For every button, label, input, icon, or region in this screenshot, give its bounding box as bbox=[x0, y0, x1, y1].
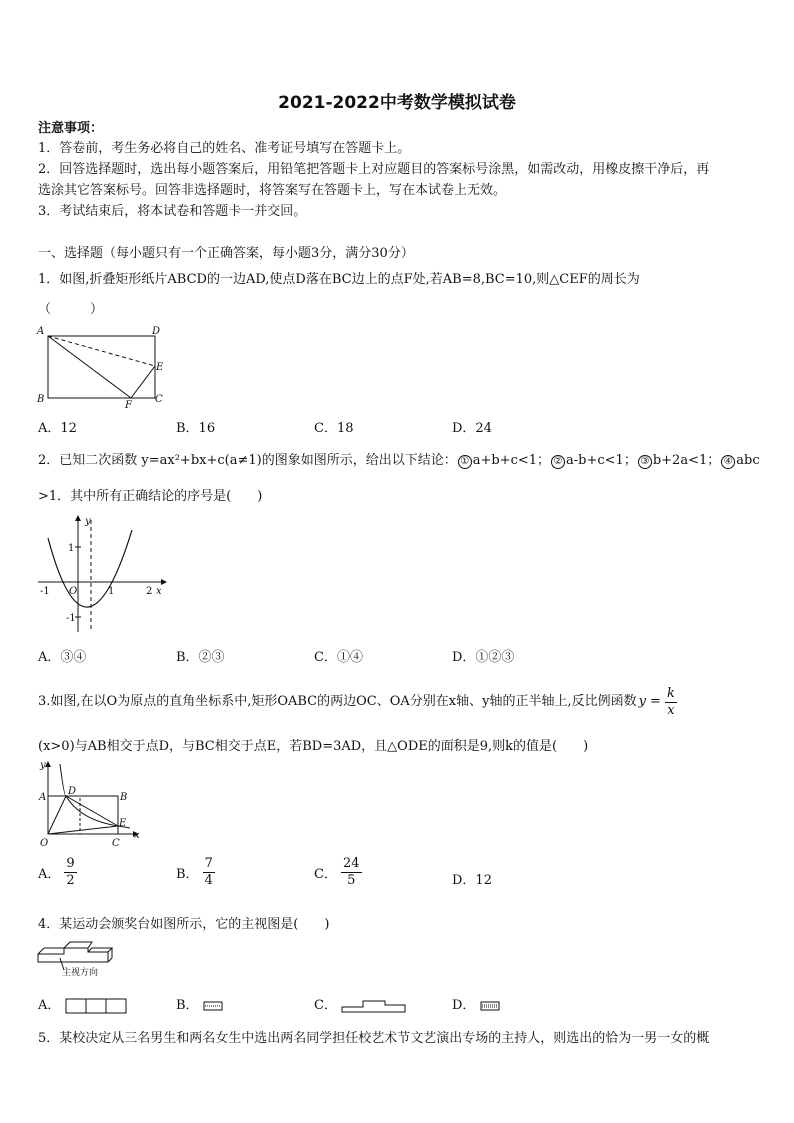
q4-opt-d-label: D． bbox=[452, 998, 476, 1013]
q1-paren: （ ） bbox=[38, 302, 104, 317]
q4-opt-c-label: C． bbox=[314, 998, 337, 1013]
q3-opt-a-label: A． bbox=[38, 867, 61, 882]
q3-label-e: E bbox=[119, 818, 127, 829]
q4-view-direction: 主视方向 bbox=[62, 968, 99, 978]
q4-opt-a-label: A． bbox=[38, 998, 61, 1013]
q4-opt-c-shape bbox=[341, 998, 407, 1014]
q4-option-a[interactable] bbox=[38, 994, 127, 1014]
q1-text: 1．如图,折叠矩形纸片ABCD的一边AD,使点D落在BC边上的点F处,若AB=8,BC=10,则△CEF的周长为 bbox=[38, 272, 640, 287]
q3-opt-a-den: 2 bbox=[66, 873, 75, 888]
section-heading: 一、选择题（每小题只有一个正确答案，每小题3分，满分30分） bbox=[38, 246, 414, 261]
q1-option-a[interactable]: A．12 bbox=[38, 421, 77, 436]
q1-option-b[interactable]: B．16 bbox=[176, 421, 216, 436]
q3-axis-x-label: x bbox=[134, 830, 140, 841]
q2-option-c[interactable]: C．①④ bbox=[314, 650, 363, 665]
q4-opt-b-shape bbox=[203, 1000, 223, 1012]
q2-option-a[interactable]: A．③④ bbox=[38, 650, 87, 665]
q3-opt-c-frac bbox=[341, 856, 362, 889]
q3-option-c[interactable] bbox=[314, 856, 362, 889]
q1-label-f: F bbox=[125, 400, 132, 411]
q2-parabola-graph bbox=[34, 510, 174, 635]
q2-option-b[interactable]: B．②③ bbox=[176, 650, 225, 665]
q2-circle-4: ④ bbox=[721, 455, 735, 469]
q3-option-b[interactable] bbox=[176, 856, 215, 889]
q3-label-d: D bbox=[68, 786, 77, 797]
q2-circle-3: ③ bbox=[638, 455, 652, 469]
q1-option-c[interactable]: C．18 bbox=[314, 421, 354, 436]
q3-opt-b-den: 4 bbox=[204, 873, 213, 888]
notes-heading: 注意事项： bbox=[38, 121, 104, 136]
q2-tick-x-neg1: -1 bbox=[40, 586, 50, 597]
q3-opt-c-den: 5 bbox=[347, 873, 356, 888]
q3-option-d[interactable]: D．12 bbox=[452, 873, 492, 888]
q2-axis-y-label: y bbox=[85, 516, 91, 527]
q4-option-c[interactable] bbox=[314, 994, 407, 1014]
q2-text-b: >1．其中所有正确结论的序号是( ) bbox=[38, 489, 263, 504]
q3-coordinate-figure bbox=[34, 758, 144, 850]
q1-label-c: C bbox=[155, 394, 163, 405]
q2-text-a bbox=[38, 453, 760, 469]
q3-y-eq: y = bbox=[638, 694, 661, 709]
q4-opt-d-shape bbox=[480, 1000, 500, 1012]
q1-label-b: B bbox=[37, 394, 45, 405]
q2-option-d[interactable]: D．①②③ bbox=[452, 650, 515, 665]
q3-k: k bbox=[666, 685, 675, 701]
q2-axis-x-label: x bbox=[156, 586, 162, 597]
q3-opt-a-frac bbox=[64, 856, 76, 889]
q3-text-b: (x>0)与AB相交于点D，与BC相交于点E，若BD=3AD，且△ODE的面积是9,则k的值是( ) bbox=[38, 739, 589, 754]
q2-c1-text: a+b+c<1； bbox=[472, 453, 551, 468]
q2-c4-text: abc bbox=[736, 453, 760, 468]
q3-text-a bbox=[38, 682, 677, 722]
note-2a: 2．回答选择题时，选出每小题答案后，用铅笔把答题卡上对应题目的答案标号涂黑，如需改动，用橡皮擦干净后，再 bbox=[38, 162, 710, 177]
q4-opt-a-shape bbox=[65, 998, 127, 1014]
q3-label-b: B bbox=[120, 792, 128, 803]
q1-rectangle-figure bbox=[34, 322, 174, 412]
q2-circle-1: ① bbox=[458, 455, 472, 469]
q1-option-d[interactable]: D．24 bbox=[452, 421, 492, 436]
q3-opt-c-label: C． bbox=[314, 867, 337, 882]
q3-label-c: C bbox=[112, 838, 120, 849]
q2-tick-x-1: 1 bbox=[108, 586, 115, 597]
q2-lead: 2．已知二次函数 y=ax²+bx+c(a≠1)的图象如图所示，给出以下结论： bbox=[38, 453, 457, 468]
q3-option-a[interactable] bbox=[38, 856, 77, 889]
q4-text: 4．某运动会颁奖台如图所示，它的主视图是( ) bbox=[38, 917, 330, 932]
q5-text: 5．某校决定从三名男生和两名女生中选出两名同学担任校艺术节文艺演出专场的主持人，则选出的恰为一男一女的概 bbox=[38, 1031, 710, 1046]
q2-c3-text: b+2a<1； bbox=[652, 453, 721, 468]
q4-option-b[interactable] bbox=[176, 994, 223, 1013]
q3-opt-c-num: 24 bbox=[342, 856, 360, 871]
q2-tick-y-1: 1 bbox=[68, 543, 75, 554]
note-1: 1．答卷前，考生务必将自己的姓名、准考证号填写在答题卡上。 bbox=[38, 141, 411, 156]
q1-label-a: A bbox=[37, 326, 45, 337]
note-2b: 选涂其它答案标号。回答非选择题时，将答案写在答题卡上，写在本试卷上无效。 bbox=[38, 183, 507, 198]
q3-lead: 3.如图,在以O为原点的直角坐标系中,矩形OABC的两边OC、OA分别在x轴、y轴的正半轴上,反比例函数 bbox=[38, 694, 637, 709]
q3-opt-b-label: B． bbox=[176, 867, 199, 882]
note-3: 3．考试结束后，将本试卷和答题卡一并交回。 bbox=[38, 204, 307, 219]
q2-origin-label: O bbox=[69, 586, 78, 597]
q3-opt-b-frac bbox=[203, 856, 215, 889]
q1-label-d: D bbox=[152, 326, 161, 337]
q4-option-d[interactable] bbox=[452, 994, 500, 1013]
q2-c2-text: a-b+c<1； bbox=[566, 453, 637, 468]
q3-axis-y-label: y bbox=[40, 760, 46, 771]
q2-tick-x-2: 2 bbox=[146, 586, 153, 597]
q3-opt-b-num: 7 bbox=[204, 856, 213, 871]
q2-tick-y-neg1: -1 bbox=[66, 613, 76, 624]
q2-circle-2: ② bbox=[551, 455, 565, 469]
q3-label-a: A bbox=[39, 792, 47, 803]
q3-opt-a-num: 9 bbox=[66, 856, 75, 871]
q1-label-e: E bbox=[156, 362, 164, 373]
q4-opt-b-label: B． bbox=[176, 998, 199, 1013]
q3-label-o: O bbox=[40, 838, 49, 849]
q3-x: x bbox=[667, 702, 675, 718]
q3-k-over-x bbox=[665, 686, 677, 719]
paper-title: 2021-2022中考数学模拟试卷 bbox=[278, 93, 516, 113]
